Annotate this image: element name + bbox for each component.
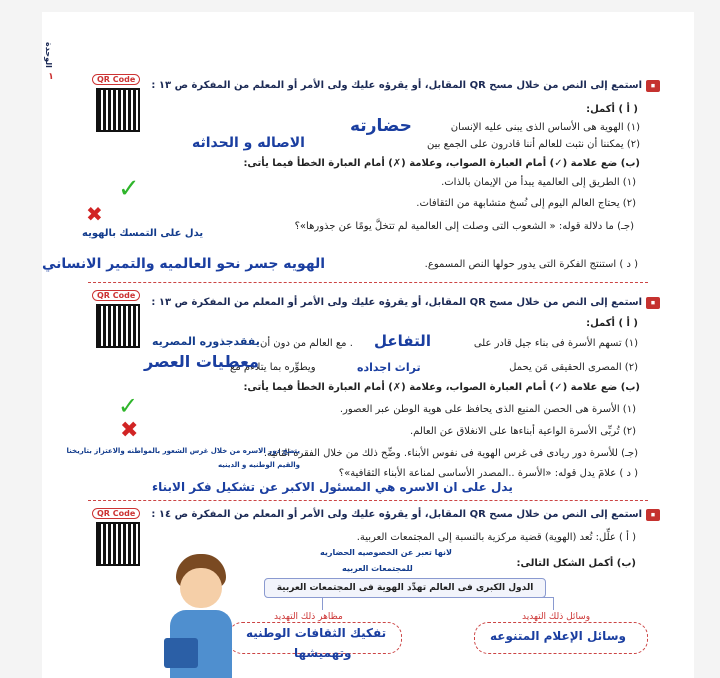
qr-label-2: QR Code (92, 290, 140, 301)
s1-b1: (١) الطريق إلى العالمية يبدأ من الإيمان بالذات. (441, 177, 636, 188)
s2-b2: (٢) تُربِّى الأسرة الواعية أبناءها على الانغلاق عن العالم. (410, 426, 636, 437)
s2-cross-mark: ✖ (120, 418, 139, 443)
s1-answer-d: الهويه جسر نحو العالميه والتمير الانساني (42, 256, 326, 272)
section2-header: استمع إلى النص من خلال مسح QR المقابل، أو يقرؤه عليك ولى الأمر أو المعلم من المفكرة ص ١٣ : (151, 297, 642, 308)
diagram-title-box (264, 578, 546, 598)
right-box-label: وسائل ذلك التهديد (522, 612, 591, 622)
s3-answer-a2: للمجتمعات العربيه (342, 564, 413, 573)
s1-answer-c: يدل على التمسك بالهويه (82, 228, 204, 239)
s3-left-answer-1: تفكيك الثقافات الوطنيه (246, 626, 387, 640)
qr-label-3: QR Code (92, 508, 140, 519)
s2-b-label: (ب) ضع علامة (✓) أمام العبارة الصواب، وعلامة (✗) أمام العبارة الخطأ فيما يأتى: (243, 382, 640, 393)
s2-answer-a2b: معطيات العصر (144, 352, 259, 371)
section-divider-1 (88, 282, 648, 283)
unit-number: ١ (48, 71, 54, 82)
section-icon-2: ⏹ (646, 297, 660, 309)
section-icon-3: ⏹ (646, 509, 660, 521)
section1-header: استمع إلى النص من خلال مسح QR المقابل، أو يقرؤه عليك ولى الأمر أو المعلم من المفكرة ص ١٣ : (151, 80, 642, 91)
boy-face (180, 568, 222, 608)
s1-a1: (١) الهوية هى الأساس الذى يبنى عليه الإنسان (450, 122, 640, 133)
unit-label: الوحدة (44, 42, 53, 68)
s1-d: ( د ) استنتج الفكرة التى يدور حولها النص المسموع. (424, 259, 638, 270)
worksheet-page (42, 12, 694, 678)
s2-a1b: . مع العالم من دون أن (260, 338, 353, 349)
s1-b2: (٢) يحتاج العالم اليوم إلى نُسخ متشابهة من الثقافات. (416, 198, 636, 209)
diagram-title: الدول الكبرى فى العالم تهدِّد الهوية فى المجتمعات العربية (276, 583, 534, 593)
s2-answer-d: يدل على ان الاسره هي المسئول الاكبر عن تشكيل فكر الابناء (152, 480, 513, 494)
s2-a2b: ويطوِّره بما يتلاءم مع (230, 362, 316, 373)
s2-a2: (٢) المصرى الحقيقى مَن يحمل (509, 362, 638, 373)
s3-b: (ب) أكمل الشكل التالى: (516, 558, 636, 569)
s2-check-mark: ✓ (118, 392, 139, 420)
unit-tab (44, 42, 58, 102)
s1-answer-a2: الاصاله و الحداثه (192, 135, 305, 151)
s2-answer-a2: تراث اجداده (357, 361, 421, 374)
section-divider-2 (88, 500, 648, 501)
s1-a2: (٢) يمكننا أن نثبت للعالم أننا قادرون على الجمع بين (427, 139, 640, 150)
s3-a: ( أ ) علِّل: تُعد (الهوية) قضية مركزية بالنسبة إلى المجتمعات العربية. (356, 532, 636, 543)
s2-a1: (١) تسهم الأسرة فى بناء جيل قادر على (473, 338, 638, 349)
diagram-connector (322, 597, 554, 610)
qr-label-1: QR Code (92, 74, 140, 85)
s1-c: (جـ) ما دلالة قوله: « الشعوب التى وصلت إلى العالمية لم تتخلَّ يومًا عن جذورها»؟ (294, 221, 634, 232)
s2-a-label: ( أ ) أكمل: (586, 318, 638, 329)
s1-b-label: (ب) ضع علامة (✓) أمام العبارة الصواب، وعلامة (✗) أمام العبارة الخطأ فيما يأتى: (243, 158, 640, 169)
s3-left-answer-2: وتهميشها (294, 646, 352, 660)
qr-code-1[interactable] (96, 88, 140, 132)
qr-code-3[interactable] (96, 522, 140, 566)
s2-answer-a1: التفاعل (374, 332, 431, 350)
s2-b1: (١) الأسرة هى الحصن المنيع الذى يحافظ على هوية الوطن عبر العصور. (339, 404, 636, 415)
boy-illustration (162, 552, 242, 678)
s1-check-mark: ✓ (118, 174, 140, 204)
s3-answer-a1: لانها تعبر عن الخصوصيه الحضاريه (320, 548, 452, 557)
s1-cross-mark: ✖ (86, 202, 103, 226)
s2-answer-c: يتضح دور الاسره من خلال غرس الشعور بالمواطنه والاعتزاز بتاريخنا والقيم الوطنيه و الدينيه (66, 447, 300, 469)
section3-header: استمع إلى النص من خلال مسح QR المقابل، أو يقرؤه عليك ولى الأمر أو المعلم من المفكرة ص ١٤ : (151, 509, 642, 520)
section-icon-1: ⏹ (646, 80, 660, 92)
s3-right-answer: وسائل الإعلام المتنوعه (490, 629, 626, 643)
s2-c: (جـ) للأسرة دور ريادى فى غرس الهوية فى نفوس الأبناء. وضِّح ذلك من خلال الفقرة الثانية. (263, 448, 638, 459)
s2-d: ( د ) علامَ يدل قوله: «الأسرة ..المصدر الأساسى لمناعة الأبناء الثقافية»؟ (338, 468, 638, 479)
left-box-label: مظاهر ذلك التهديد (274, 612, 343, 622)
s2-answer-a1b: يفقدجذوره المصريه (152, 335, 260, 348)
s1-a-label: ( أ ) أكمل: (586, 104, 638, 115)
boy-book (164, 638, 198, 668)
s1-answer-a1: حضارته (350, 116, 412, 136)
qr-code-2[interactable] (96, 304, 140, 348)
